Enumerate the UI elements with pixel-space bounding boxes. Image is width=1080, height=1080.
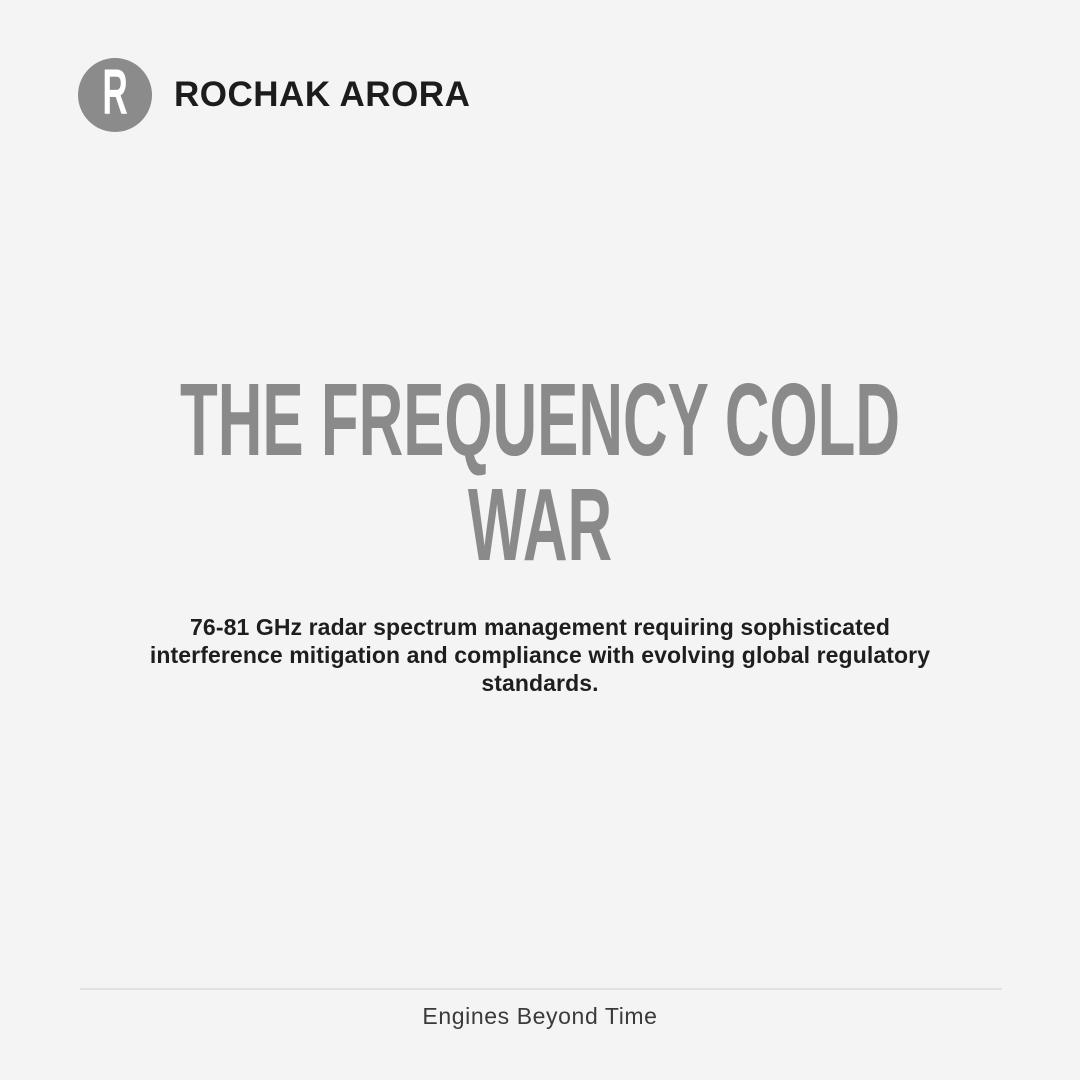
footer-caption: Engines Beyond Time (422, 1003, 658, 1029)
page-title-line1: THE FREQUENCY COLD (180, 362, 900, 477)
header (78, 58, 470, 132)
page-title-line2: WAR (467, 467, 613, 582)
description-text: 76-81 GHz radar spectrum management requiring sophisticated interference mitigation and compliance with evolving global regulatory standards. (149, 614, 931, 696)
brand-name: ROCHAK ARORA (174, 75, 471, 114)
brand-logo-icon (78, 58, 152, 132)
page-title (165, 362, 915, 582)
footer-divider (80, 988, 1002, 990)
brand-logo-letter: R (102, 56, 128, 128)
